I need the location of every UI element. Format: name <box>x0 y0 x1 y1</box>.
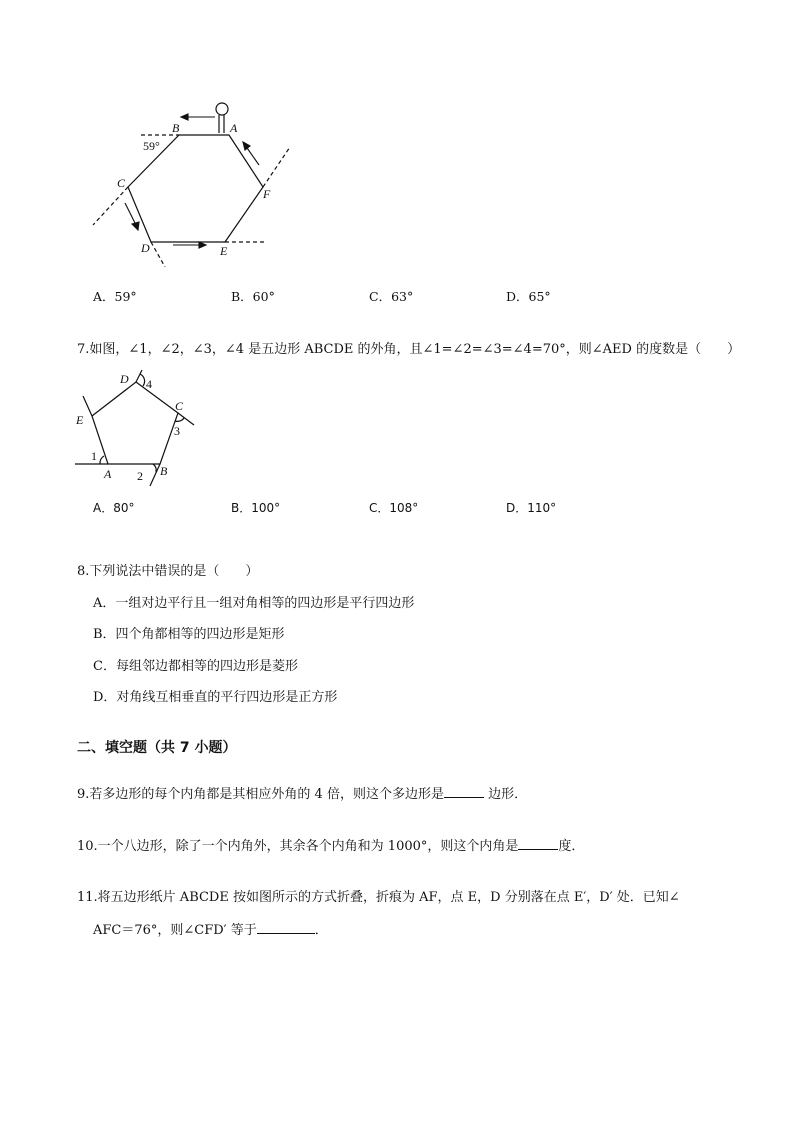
q6-angle-label: 59° <box>143 139 160 153</box>
q6-extension-bc <box>93 187 128 225</box>
q6-extension-cd <box>151 242 165 267</box>
q7-pentagon <box>92 382 178 464</box>
q8-option-c: C．每组邻边都相等的四边形是菱形 <box>93 659 298 674</box>
q7-angle-3: 3 <box>174 424 180 438</box>
q7-extension-e <box>83 396 92 416</box>
q6-label-d: D <box>141 241 150 255</box>
q7-angle-arc-1 <box>100 456 104 464</box>
q9-text-before: 9.若多边形的每个内角都是其相应外角的 4 倍，则这个多边形是 <box>77 787 444 802</box>
q6-label-e: E <box>220 244 228 258</box>
q7-angle-arc-4 <box>140 374 145 386</box>
q6-extension-ef <box>263 147 290 187</box>
q10-text-before: 10.一个八边形，除了一个内角外，其余各个内角和为 1000°，则这个内角是 <box>77 839 519 854</box>
q11-answer-blank <box>257 920 315 934</box>
q7-extension-b <box>150 464 160 486</box>
q11-text-after: ． <box>314 923 328 938</box>
q7-option-c: C．108° <box>369 501 419 515</box>
q6-label-f: F <box>263 187 271 201</box>
q7-option-d: D．110° <box>506 501 557 515</box>
q6-option-d: D．65° <box>506 289 551 304</box>
q9-text-after: 边形． <box>483 787 528 802</box>
q7-angle-4: 4 <box>146 377 152 391</box>
q7-angle-2: 2 <box>137 469 143 483</box>
q11-text-before: AFC＝76°，则∠CFD′ 等于 <box>93 923 257 938</box>
arrow-left-head-icon <box>181 114 188 120</box>
q6-hexagon-figure <box>85 95 300 280</box>
q8-option-b: B．四个角都相等的四边形是矩形 <box>93 627 285 642</box>
q7-label-e: E <box>76 413 84 427</box>
q6-label-c: C <box>117 176 126 190</box>
q10-question <box>77 836 584 856</box>
q11-line2 <box>93 920 328 940</box>
arrow-down-left-head-icon <box>132 222 139 230</box>
q9-answer-blank <box>444 784 484 798</box>
q9-question <box>77 784 527 804</box>
q7-extension-d <box>136 370 142 382</box>
q7-option-a: A．80° <box>93 501 135 515</box>
q6-option-c: C．63° <box>369 289 414 304</box>
section-heading-fill-in: 二、填空题（共 7 小题） <box>77 740 237 756</box>
arrow-up-left-head-icon <box>243 142 250 150</box>
q7-label-b: B <box>160 464 168 478</box>
q10-text-after: 度． <box>558 839 585 854</box>
q8-option-a: A．一组对边平行且一组对角相等的四边形是平行四边形 <box>93 596 415 611</box>
q6-option-a: A．59° <box>93 289 137 304</box>
q7-option-b: B．100° <box>231 501 281 515</box>
q7-extension-c <box>178 413 194 425</box>
q10-answer-blank <box>518 836 558 850</box>
person-head-icon <box>216 103 228 115</box>
q8-stem: 8.下列说法中错误的是（ ） <box>77 564 259 579</box>
q7-angle-1: 1 <box>91 449 97 463</box>
q8-option-d: D．对角线互相垂直的平行四边形是正方形 <box>93 690 338 705</box>
q6-option-b: B．60° <box>231 289 275 304</box>
q6-label-b: B <box>172 121 180 135</box>
q6-label-a: A <box>230 121 238 135</box>
q7-label-d: D <box>120 372 129 386</box>
q7-label-c: C <box>175 399 184 413</box>
q7-pentagon-figure <box>70 368 205 490</box>
q11-line1: 11.将五边形纸片 ABCDE 按如图所示的方式折叠，折痕为 AF，点 E，D 分别落在点 E′，D′ 处．已知∠ <box>77 890 680 905</box>
q7-label-a: A <box>104 467 112 481</box>
q7-stem: 7.如图，∠1，∠2，∠3，∠4 是五边形 ABCDE 的外角，且∠1=∠2=∠3=∠4=70°，则∠AED 的度数是（ ） <box>77 342 741 357</box>
arrow-right-head-icon <box>199 242 206 248</box>
q7-angle-arc-2 <box>153 464 156 472</box>
